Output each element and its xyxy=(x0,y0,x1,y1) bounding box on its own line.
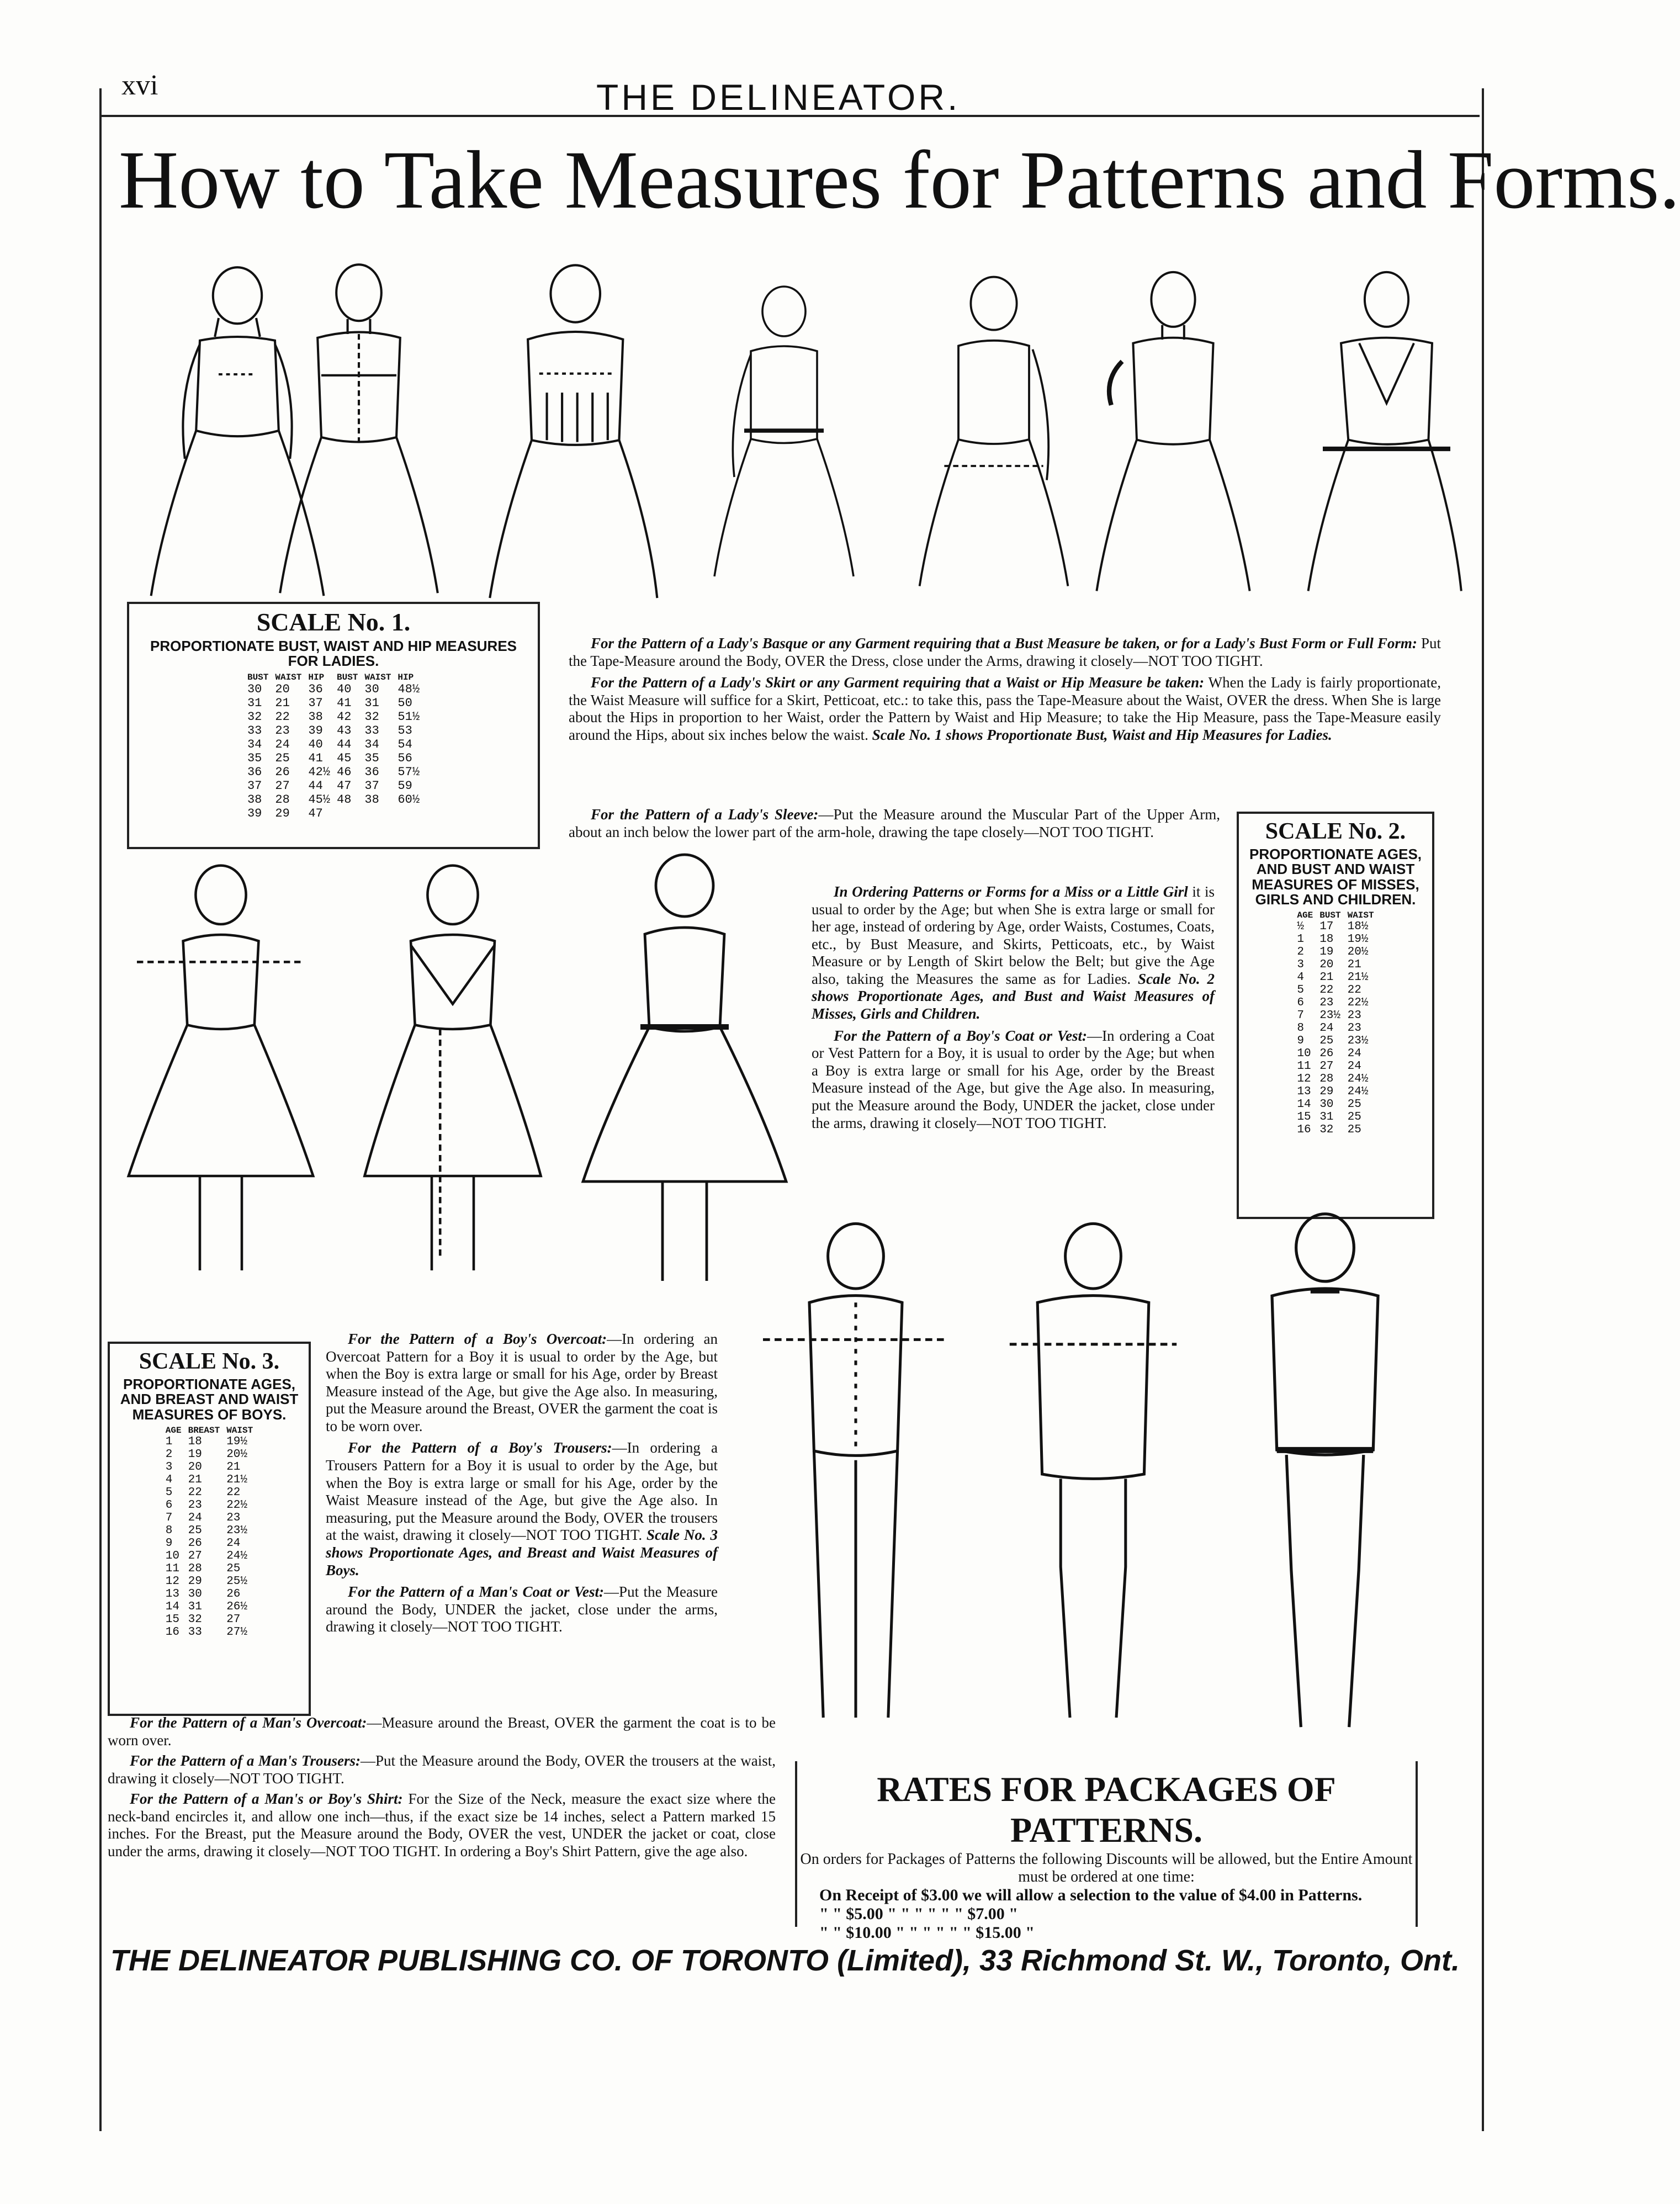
text-block-ladies xyxy=(569,635,1441,748)
cell: 8 xyxy=(165,1524,173,1537)
cell: 21 xyxy=(1347,958,1361,972)
cell: 37 xyxy=(308,696,323,710)
cell: 59 xyxy=(398,778,412,793)
cell: 29 xyxy=(1319,1085,1334,1099)
cell: 34 xyxy=(247,737,262,751)
scale-2-header: AGE xyxy=(1297,910,1313,921)
masthead: THE DELINEATOR. xyxy=(596,77,961,118)
cell: ½ xyxy=(1297,920,1304,934)
cell: 23 xyxy=(188,1498,202,1512)
table-row xyxy=(244,710,423,724)
cell: 36 xyxy=(364,765,379,779)
table-row xyxy=(244,793,423,807)
table-row xyxy=(244,807,423,820)
cell: 25½ xyxy=(226,1575,248,1588)
note: Scale No. 1 shows Proportionate Bust, Waist and Hip Measures for Ladies. xyxy=(872,726,1332,743)
cell: 22 xyxy=(1347,984,1361,997)
cell: 23 xyxy=(1347,1022,1361,1035)
paragraph-shirt xyxy=(108,1790,776,1860)
cell: 25 xyxy=(1347,1111,1361,1124)
table-row xyxy=(1294,1035,1377,1047)
cell: 51½ xyxy=(398,709,420,724)
table-row xyxy=(244,765,423,779)
figure-lady-hip-measure xyxy=(905,259,1082,602)
cell: 5 xyxy=(1297,984,1304,997)
cell: 14 xyxy=(1297,1098,1311,1111)
scale-3-subtitle: PROPORTIONATE AGES, AND BREAST AND WAIST MEASURES OF BOYS. xyxy=(120,1376,299,1423)
cell: 48 xyxy=(337,792,352,807)
cell: 25 xyxy=(226,1562,241,1575)
table-row xyxy=(162,1486,256,1499)
cell: 30 xyxy=(1319,1098,1334,1111)
cell: 22½ xyxy=(226,1498,248,1512)
scale-2-header: BUST xyxy=(1319,910,1341,921)
text-block-men xyxy=(108,1714,776,1861)
figure-boy-vest xyxy=(740,1209,972,1739)
cell: 9 xyxy=(165,1537,173,1550)
cell: 39 xyxy=(247,806,262,820)
cell: 23½ xyxy=(1347,1035,1369,1048)
body: it is usual to order by the Age; but when She is extra large or small for her age, instead of ordering by Age, order Waists, Costumes, Coats, etc., by Bust Measure, and Skirts, Petticoats, etc., by Waist Measure or by Length of Skirt below the Belt; but give the Age also, taking the Measures the same as for Ladies. xyxy=(812,883,1215,987)
lead: For the Pattern of a Man's Coat or Vest: xyxy=(348,1583,605,1601)
table-row xyxy=(1294,1073,1377,1085)
cell: 24½ xyxy=(1347,1085,1369,1099)
cell: 21 xyxy=(226,1460,241,1474)
table-row xyxy=(162,1461,256,1474)
cell: 19 xyxy=(1319,946,1334,959)
cell: 23 xyxy=(226,1511,241,1524)
cell: 29 xyxy=(275,806,290,820)
headline: How to Take Measures for Patterns and Forms. xyxy=(119,134,1680,226)
table-row xyxy=(1294,1009,1377,1022)
cell: 13 xyxy=(165,1587,179,1601)
scale-1-header-row xyxy=(244,672,423,682)
cell: 19 xyxy=(188,1448,202,1461)
body: Put the Tape-Measure around the Body, OVER the Dress, close under the Arms, drawing it closely—NOT TOO TIGHT. xyxy=(569,635,1441,669)
rates-line-3: " " $10.00 " " " " " " $15.00 " xyxy=(819,1924,1035,1942)
cell: 22 xyxy=(188,1486,202,1499)
cell: 28 xyxy=(275,792,290,807)
scale-1-title: SCALE No. 1. xyxy=(256,608,411,636)
cell: 24 xyxy=(1319,1022,1334,1035)
cell: 45½ xyxy=(308,792,330,807)
cell: 1 xyxy=(165,1435,173,1448)
figure-lady-back-corset xyxy=(469,259,663,602)
scale-1-header: HIP xyxy=(308,672,325,682)
paragraph-miss xyxy=(812,883,1215,1023)
cell: 30 xyxy=(188,1587,202,1601)
lead: For the Pattern of a Man's or Boy's Shirt: xyxy=(130,1790,403,1808)
scale-3-header-row xyxy=(162,1426,256,1435)
body: —In ordering a Coat or Vest Pattern for a Boy, it is usual to order by the Age; but when a Boy is extra large or small for his Age, order by the Breast Measure instead of the Age, but give the Age also. In measuring, put the Measure around the Body, UNDER the jacket, close under the arms, drawing it closely—NOT TOO TIGHT. xyxy=(812,1027,1215,1131)
cell: 24½ xyxy=(226,1549,248,1562)
cell: 24 xyxy=(226,1537,241,1550)
cell: 32 xyxy=(1319,1124,1334,1137)
cell: 6 xyxy=(165,1498,173,1512)
table-row xyxy=(162,1474,256,1486)
cell: 13 xyxy=(1297,1085,1311,1099)
body: —Put the Measure around the Body, OVER the trousers at the waist, drawing it closely—NOT TOO TIGHT. xyxy=(108,1752,776,1787)
cell: 24 xyxy=(275,737,290,751)
page-number: xvi xyxy=(121,70,158,101)
cell: 12 xyxy=(1297,1073,1311,1086)
figure-lady-bust-form xyxy=(1286,259,1469,602)
scale-1-header: BUST xyxy=(337,672,358,682)
rates-line-2: " " $5.00 " " " " " " $7.00 " xyxy=(819,1905,1018,1924)
paragraph-boy-trousers xyxy=(326,1439,718,1579)
table-row xyxy=(1294,1047,1377,1060)
table-row xyxy=(162,1435,256,1448)
scale-3-grid xyxy=(162,1426,256,1639)
cell: 1 xyxy=(1297,933,1304,946)
paragraph-man-overcoat xyxy=(108,1714,776,1749)
cell: 39 xyxy=(308,723,323,738)
figure-boy-coat xyxy=(977,1209,1209,1739)
cell: 26 xyxy=(275,765,290,779)
cell: 14 xyxy=(165,1600,179,1613)
rates-box xyxy=(795,1761,1418,1942)
table-row xyxy=(1294,1124,1377,1136)
lead: For the Pattern of a Lady's Sleeve: xyxy=(591,806,819,823)
table-row xyxy=(1294,1085,1377,1098)
scale-1-header: BUST xyxy=(247,672,269,682)
cell: 26 xyxy=(226,1587,241,1601)
cell: 25 xyxy=(275,751,290,765)
table-row xyxy=(1294,920,1377,933)
lead: For the Pattern of a Lady's Skirt or any Garment requiring that a Waist or Hip Measure be taken: xyxy=(591,674,1205,691)
scale-1-header: HIP xyxy=(398,672,414,682)
table-row xyxy=(1294,933,1377,946)
cell: 31 xyxy=(364,696,379,710)
cell: 45 xyxy=(337,751,352,765)
rates-subtitle: On orders for Packages of Patterns the following Discounts will be allowed, but the Entire Amount must be ordered at one time: xyxy=(800,1851,1413,1886)
scale-2-subtitle: PROPORTIONATE AGES, AND BUST AND WAIST MEASURES OF MISSES, GIRLS AND CHILDREN. xyxy=(1249,846,1422,908)
cell: 37 xyxy=(247,778,262,793)
text-block-sleeve xyxy=(569,806,1220,841)
body: —Measure around the Breast, OVER the garment the coat is to be worn over. xyxy=(108,1714,776,1749)
cell: 18½ xyxy=(1347,920,1369,934)
cell: 27½ xyxy=(226,1625,248,1639)
scale-2-title: SCALE No. 2. xyxy=(1265,819,1406,844)
cell: 20 xyxy=(1319,958,1334,972)
table-row xyxy=(1294,958,1377,971)
lead: For the Pattern of a Man's Trousers: xyxy=(130,1752,361,1769)
table-row xyxy=(1294,971,1377,984)
scale-1-table xyxy=(127,602,540,849)
table-row xyxy=(162,1448,256,1461)
cell: 11 xyxy=(1297,1060,1311,1073)
cell: 30 xyxy=(364,682,379,696)
rates-title: RATES FOR PACKAGES OF PATTERNS. xyxy=(877,1769,1336,1850)
text-block-misses xyxy=(812,883,1215,1132)
cell: 28 xyxy=(188,1562,202,1575)
cell: 42½ xyxy=(308,765,330,779)
cell: 27 xyxy=(1319,1060,1334,1073)
cell: 28 xyxy=(1319,1073,1334,1086)
cell: 20½ xyxy=(1347,946,1369,959)
cell: 33 xyxy=(247,723,262,738)
cell: 18 xyxy=(1319,933,1334,946)
cell: 44 xyxy=(337,737,352,751)
cell: 35 xyxy=(247,751,262,765)
cell: 11 xyxy=(165,1562,179,1575)
table-row xyxy=(1294,946,1377,958)
cell: 21 xyxy=(1319,971,1334,984)
cell: 32 xyxy=(247,709,262,724)
cell: 24 xyxy=(1347,1047,1361,1061)
table-row xyxy=(244,751,423,765)
figure-miss-1 xyxy=(116,845,326,1297)
cell: 21½ xyxy=(226,1473,248,1486)
cell: 8 xyxy=(1297,1022,1304,1035)
cell xyxy=(361,807,394,820)
table-row xyxy=(162,1512,256,1524)
cell: 30 xyxy=(247,682,262,696)
cell: 20½ xyxy=(226,1448,248,1461)
scale-1-header: WAIST xyxy=(275,672,302,682)
lead: In Ordering Patterns or Forms for a Miss or a Little Girl xyxy=(834,883,1188,900)
scale-3-table xyxy=(108,1342,311,1716)
cell: 22½ xyxy=(1347,997,1369,1010)
cell: 47 xyxy=(337,778,352,793)
table-row xyxy=(162,1626,256,1639)
cell: 38 xyxy=(308,709,323,724)
table-row xyxy=(244,738,423,751)
cell: 53 xyxy=(398,723,412,738)
cell: 29 xyxy=(188,1575,202,1588)
table-row xyxy=(1294,1098,1377,1111)
cell: 27 xyxy=(226,1613,241,1626)
cell: 31 xyxy=(188,1600,202,1613)
table-row xyxy=(162,1550,256,1562)
paragraph-boy-overcoat xyxy=(326,1331,718,1435)
cell: 20 xyxy=(275,682,290,696)
lead: For the Pattern of a Man's Overcoat: xyxy=(130,1714,367,1731)
cell: 18 xyxy=(188,1435,202,1448)
cell: 35 xyxy=(364,751,379,765)
table-row xyxy=(244,779,423,793)
scale-2-grid xyxy=(1294,910,1377,1136)
cell: 26 xyxy=(188,1537,202,1550)
scale-3-header: AGE xyxy=(165,1425,182,1435)
cell: 7 xyxy=(1297,1009,1304,1022)
cell: 23 xyxy=(275,723,290,738)
cell: 21 xyxy=(275,696,290,710)
table-row xyxy=(244,724,423,738)
body: —Put the Measure around the Muscular Part of the Upper Arm, about an inch below the lower part of the arm-hole, drawing the tape closely—NOT TOO TIGHT. xyxy=(569,806,1220,840)
table-row xyxy=(244,682,423,696)
cell: 32 xyxy=(364,709,379,724)
cell: 10 xyxy=(165,1549,179,1562)
cell: 33 xyxy=(364,723,379,738)
cell: 40 xyxy=(337,682,352,696)
note: Scale No. 3 shows Proportionate Ages, and Breast and Waist Measures of Boys. xyxy=(326,1527,718,1578)
note: Scale No. 2 shows Proportionate Ages, and Bust and Waist Measures of Misses, Girls and Children. xyxy=(812,970,1215,1022)
cell: 41 xyxy=(308,751,323,765)
cell: 33 xyxy=(188,1625,202,1639)
cell: 37 xyxy=(364,778,379,793)
cell: 23 xyxy=(1347,1009,1361,1022)
cell: 25 xyxy=(1347,1124,1361,1137)
cell: 6 xyxy=(1297,997,1304,1010)
cell: 32 xyxy=(188,1613,202,1626)
cell: 43 xyxy=(337,723,352,738)
cell: 23 xyxy=(1319,997,1334,1010)
body: —Put the Measure around the Body, UNDER the jacket, close under the arms, drawing it closely—NOT TOO TIGHT. xyxy=(326,1583,718,1635)
cell: 22 xyxy=(1319,984,1334,997)
scale-2-header-row xyxy=(1294,910,1377,920)
cell: 46 xyxy=(337,765,352,779)
scale-3-title: SCALE No. 3. xyxy=(139,1349,280,1374)
scale-1-header: WAIST xyxy=(364,672,391,682)
cell: 2 xyxy=(165,1448,173,1461)
paragraph-basque xyxy=(569,635,1441,670)
cell: 12 xyxy=(165,1575,179,1588)
cell: 42 xyxy=(337,709,352,724)
paragraph-man-coat xyxy=(326,1583,718,1636)
cell: 27 xyxy=(275,778,290,793)
cell: 15 xyxy=(165,1613,179,1626)
figure-lady-front-measure xyxy=(265,254,453,602)
cell: 34 xyxy=(364,737,379,751)
paragraph-skirt xyxy=(569,674,1441,744)
cell: 26 xyxy=(1319,1047,1334,1061)
table-row xyxy=(1294,1022,1377,1035)
scale-3-header: BREAST xyxy=(188,1425,220,1435)
cell: 21½ xyxy=(1347,971,1369,984)
cell: 41 xyxy=(337,696,352,710)
text-block-boys xyxy=(326,1331,718,1636)
paragraph-sleeve xyxy=(569,806,1220,841)
scale-1-grid xyxy=(244,672,423,820)
cell: 24 xyxy=(1347,1060,1361,1073)
cell: 20 xyxy=(188,1460,202,1474)
cell: 9 xyxy=(1297,1035,1304,1048)
cell: 15 xyxy=(1297,1111,1311,1124)
paragraph-boy-coat xyxy=(812,1027,1215,1132)
cell: 25 xyxy=(188,1524,202,1537)
scale-1-subtitle: PROPORTIONATE BUST, WAIST AND HIP MEASURES FOR LADIES. xyxy=(150,638,517,670)
cell: 19½ xyxy=(226,1435,248,1448)
table-row xyxy=(162,1613,256,1626)
body: —In ordering an Overcoat Pattern for a Boy it is usual to order by the Age, but when the Boy is extra large or small for his Age, order by Breast Measure instead of the Age, but give the Age also. In measuring, put the Measure around the Breast, OVER the garment the coat is to be worn over. xyxy=(326,1331,718,1434)
cell: 26½ xyxy=(226,1600,248,1613)
cell: 24 xyxy=(188,1511,202,1524)
figure-miss-2 xyxy=(348,845,558,1297)
cell: 5 xyxy=(165,1486,173,1499)
publisher-footer: THE DELINEATOR PUBLISHING CO. OF TORONTO (Limited), 33 Richmond St. W., Toronto, Ont. xyxy=(110,1944,1460,1977)
cell: 31 xyxy=(247,696,262,710)
cell: 38 xyxy=(247,792,262,807)
cell: 4 xyxy=(1297,971,1304,984)
figure-lady-sleeve-measure xyxy=(1082,259,1264,602)
cell: 3 xyxy=(165,1460,173,1474)
cell: 17 xyxy=(1319,920,1334,934)
table-row xyxy=(162,1562,256,1575)
table-row xyxy=(162,1601,256,1613)
cell: 60½ xyxy=(398,792,420,807)
cell: 54 xyxy=(398,737,412,751)
cell: 16 xyxy=(165,1625,179,1639)
cell: 3 xyxy=(1297,958,1304,972)
table-row xyxy=(162,1588,256,1601)
cell: 21 xyxy=(188,1473,202,1486)
table-row xyxy=(162,1575,256,1588)
cell: 40 xyxy=(308,737,323,751)
paragraph-man-trousers xyxy=(108,1752,776,1787)
lead: For the Pattern of a Boy's Coat or Vest: xyxy=(834,1027,1088,1044)
cell: 36 xyxy=(308,682,323,696)
cell: 56 xyxy=(398,751,412,765)
cell: 2 xyxy=(1297,946,1304,959)
scale-2-header: WAIST xyxy=(1347,910,1374,921)
cell: 25 xyxy=(1319,1035,1334,1048)
cell: 22 xyxy=(275,709,290,724)
cell: 36 xyxy=(247,765,262,779)
body: —In ordering a Trousers Pattern for a Boy it is usual to order by the Age, but when the Boy is extra large or small for his Age, order by the Waist Measure instead of the Age, but give the Age also. In measuring, put the Measure around the Body, OVER the trousers at the waist, drawing it closely—NOT TOO TIGHT. xyxy=(326,1439,718,1544)
table-row xyxy=(162,1499,256,1512)
cell: 19½ xyxy=(1347,933,1369,946)
table-row xyxy=(162,1537,256,1550)
body: When the Lady is fairly proportionate, the Waist Measure will suffice for a Skirt, Petticoat, etc.: to take this, pass the Tape-Measure about the Waist, OVER the dress. When She is large about the Hips in proportion to her Waist, order the Pattern by Waist and Hip Measure; to take the Hip Measure, pass the Tape-Measure easily around the Hips, about six inches below the waist. xyxy=(569,674,1441,743)
table-row xyxy=(1294,1060,1377,1073)
table-row xyxy=(162,1524,256,1537)
body: For the Size of the Neck, measure the exact size where the neck-band encircles it, and allow one inch—thus, if the exact size be 14 inches, select a Pattern marked 15 inches. For the Breast, put the Measure around the Body, OVER the vest, UNDER the jacket or coat, close under the arms, drawing it closely—NOT TOO TIGHT. In ordering a Boy's Shirt Pattern, give the age also. xyxy=(108,1790,776,1860)
cell xyxy=(333,807,361,820)
cell: 47 xyxy=(308,806,323,820)
cell: 24½ xyxy=(1347,1073,1369,1086)
cell: 31 xyxy=(1319,1111,1334,1124)
cell: 23½ xyxy=(1319,1009,1340,1022)
lead: For the Pattern of a Boy's Trousers: xyxy=(348,1439,612,1456)
cell: 16 xyxy=(1297,1124,1311,1137)
cell: 57½ xyxy=(398,765,420,779)
cell: 27 xyxy=(188,1549,202,1562)
cell: 25 xyxy=(1347,1098,1361,1111)
cell xyxy=(394,807,423,820)
scale-3-header: WAIST xyxy=(226,1425,253,1435)
cell: 48½ xyxy=(398,682,420,696)
cell: 50 xyxy=(398,696,412,710)
cell: 7 xyxy=(165,1511,173,1524)
figure-boy-shirt xyxy=(1204,1209,1446,1739)
table-row xyxy=(1294,1111,1377,1124)
scale-2-table xyxy=(1237,812,1434,1219)
cell: 4 xyxy=(165,1473,173,1486)
cell: 44 xyxy=(308,778,323,793)
table-row xyxy=(1294,984,1377,997)
rates-line-1: On Receipt of $3.00 we will allow a selection to the value of $4.00 in Patterns. xyxy=(819,1886,1363,1905)
figure-lady-waist-measure xyxy=(701,259,867,602)
lead: For the Pattern of a Boy's Overcoat: xyxy=(348,1331,607,1347)
cell: 23½ xyxy=(226,1524,248,1537)
table-row xyxy=(1294,997,1377,1009)
cell: 38 xyxy=(364,792,379,807)
cell: 10 xyxy=(1297,1047,1311,1061)
lead: For the Pattern of a Lady's Basque or any Garment requiring that a Bust Measure be taken, or for a Lady's Bust Form or Full Form: xyxy=(591,635,1417,651)
table-row xyxy=(244,696,423,710)
cell: 22 xyxy=(226,1486,241,1499)
